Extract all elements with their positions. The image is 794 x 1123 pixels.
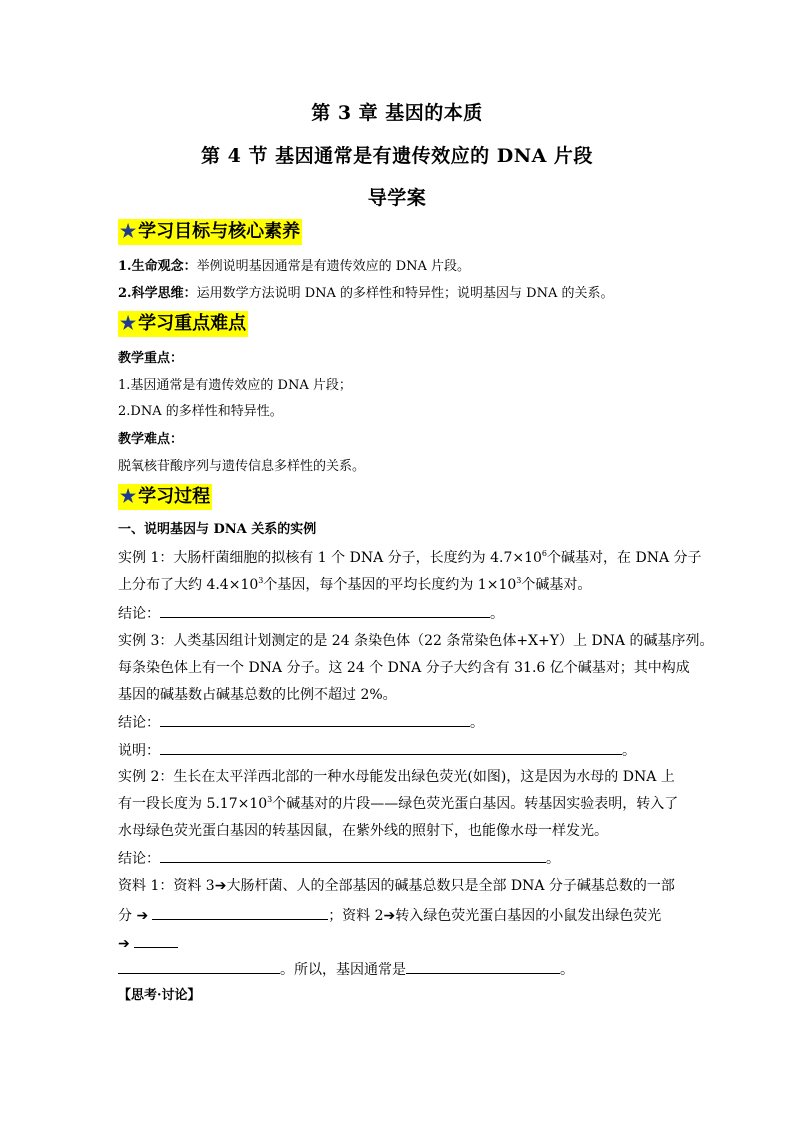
think-discuss-label: 【思考·讨论】 bbox=[118, 988, 201, 1003]
keypoints-heading-text: 学习重点难点 bbox=[138, 313, 247, 334]
conclusion-3-period: 。 bbox=[470, 715, 484, 731]
explain-3-label: 说明： bbox=[118, 743, 160, 759]
goal-item-2 bbox=[118, 285, 613, 303]
focus-item-1: 1.基因通常是有遗传效应的 DNA 片段； bbox=[118, 378, 352, 393]
difficulty-item-1: 脱氧核苷酸序列与遗传信息多样性的关系。 bbox=[118, 459, 366, 474]
goal-item-2-label: 2.科学思维： bbox=[118, 286, 197, 301]
focus-label: 教学重点： bbox=[118, 351, 184, 366]
material-text-c: ➔ bbox=[118, 936, 130, 952]
process-heading bbox=[118, 484, 212, 510]
example-2-text-b1: 有一段长度为 5.17×10 bbox=[118, 796, 268, 812]
goals-heading-text: 学习目标与核心素养 bbox=[138, 221, 301, 242]
conclusion-1-blank[interactable] bbox=[160, 604, 490, 618]
goal-item-1 bbox=[118, 258, 470, 276]
goal-item-1-label: 1.生命观念： bbox=[118, 259, 197, 274]
example-2-line-1: 实例 2：生长在太平洋西北部的一种水母能发出绿色荧光(如图)，这是因为水母的 DNA 上 bbox=[118, 769, 675, 785]
material-line-1: 资料 1：资料 3➔大肠杆菌、人的全部基因的碱基总数只是全部 DNA 分子碱基总数的一部 bbox=[118, 878, 675, 894]
conclusion-1-period: 。 bbox=[490, 606, 504, 622]
example-2-text-b2: 个碱基对的片段——绿色荧光蛋白基因。转基因实验表明，转入了 bbox=[272, 796, 679, 812]
subtitle: 导学案 bbox=[367, 187, 427, 209]
material-blank-3[interactable] bbox=[118, 960, 280, 974]
explain-3-blank[interactable] bbox=[160, 741, 622, 755]
example-1-sup-a: 6 bbox=[541, 549, 548, 558]
example-3-line-3: 基因的碱基数占碱基总数的比例不超过 2%。 bbox=[118, 687, 397, 703]
conclusion-2-blank[interactable] bbox=[160, 849, 546, 863]
explain-3 bbox=[118, 741, 636, 760]
conclusion-2-period: 。 bbox=[546, 851, 560, 867]
star-icon: ★ bbox=[120, 221, 137, 242]
material-blank-4[interactable] bbox=[406, 960, 560, 974]
material-text-d1: 。所以，基因通常是 bbox=[280, 962, 406, 978]
example-2-line-2 bbox=[118, 795, 678, 813]
keypoints-heading bbox=[118, 311, 248, 337]
material-blank-1[interactable] bbox=[152, 906, 328, 920]
example-1-text-b3: 个碱基对。 bbox=[521, 577, 592, 593]
material-text-b1: 分 ➔ bbox=[118, 908, 149, 924]
example-1-sup-b2: 3 bbox=[516, 576, 522, 585]
goals-heading bbox=[118, 219, 302, 245]
example-1-sup-b1: 3 bbox=[258, 576, 264, 585]
material-blank-2[interactable] bbox=[134, 934, 178, 948]
chapter-title: 第 3 章 基因的本质 bbox=[311, 102, 483, 124]
focus-item-2: 2.DNA 的多样性和特异性。 bbox=[118, 404, 283, 419]
example-1-text-b1: 上分布了大约 4.4×10 bbox=[118, 577, 259, 593]
conclusion-2 bbox=[118, 849, 560, 868]
conclusion-1 bbox=[118, 604, 504, 623]
example-2-line-3: 水母绿色荧光蛋白基因的转基因鼠，在紫外线的照射下，也能像水母一样发光。 bbox=[118, 823, 608, 839]
conclusion-1-label: 结论： bbox=[118, 606, 160, 622]
section-title: 第 4 节 基因通常是有遗传效应的 DNA 片段 bbox=[201, 145, 593, 167]
conclusion-3-blank[interactable] bbox=[160, 713, 470, 727]
star-icon: ★ bbox=[120, 313, 137, 334]
goal-item-2-text: 运用数学方法说明 DNA 的多样性和特异性；说明基因与 DNA 的关系。 bbox=[196, 286, 614, 301]
example-1-line-2 bbox=[118, 576, 591, 594]
example-3-line-1: 实例 3：人类基因组计划测定的是 24 条染色体（22 条常染色体+X+Y）上 DNA 的碱基序列。 bbox=[118, 633, 714, 649]
material-period: 。 bbox=[560, 962, 574, 978]
part1-title: 一、说明基因与 DNA 关系的实例 bbox=[118, 522, 317, 537]
material-line-2 bbox=[118, 906, 661, 925]
example-1-text-b2: 个基因，每个基因的平均长度约为 1×10 bbox=[263, 577, 517, 593]
material-text-b2: ；资料 2➔转入绿色荧光蛋白基因的小鼠发出绿色荧光 bbox=[328, 908, 662, 924]
conclusion-3 bbox=[118, 713, 484, 732]
material-line-3 bbox=[118, 934, 178, 953]
star-icon: ★ bbox=[120, 486, 137, 507]
explain-3-period: 。 bbox=[622, 743, 636, 759]
example-1-text-a-tail: 个碱基对，在 DNA 分子 bbox=[547, 550, 702, 566]
example-2-sup: 3 bbox=[267, 795, 273, 804]
example-3-line-2: 每条染色体上有一个 DNA 分子。这 24 个 DNA 分子大约含有 31.6 亿个碱基对；其中构成 bbox=[118, 660, 690, 676]
example-1-text-a: 实例 1：大肠杆菌细胞的拟核有 1 个 DNA 分子，长度约为 4.7×10 bbox=[118, 550, 542, 566]
example-1-line-1 bbox=[118, 549, 702, 567]
difficulty-label: 教学难点： bbox=[118, 432, 184, 447]
goal-item-1-text: 举例说明基因通常是有遗传效应的 DNA 片段。 bbox=[196, 259, 471, 274]
conclusion-2-label: 结论： bbox=[118, 851, 160, 867]
material-line-4 bbox=[118, 960, 574, 979]
conclusion-3-label: 结论： bbox=[118, 715, 160, 731]
process-heading-text: 学习过程 bbox=[138, 486, 211, 507]
